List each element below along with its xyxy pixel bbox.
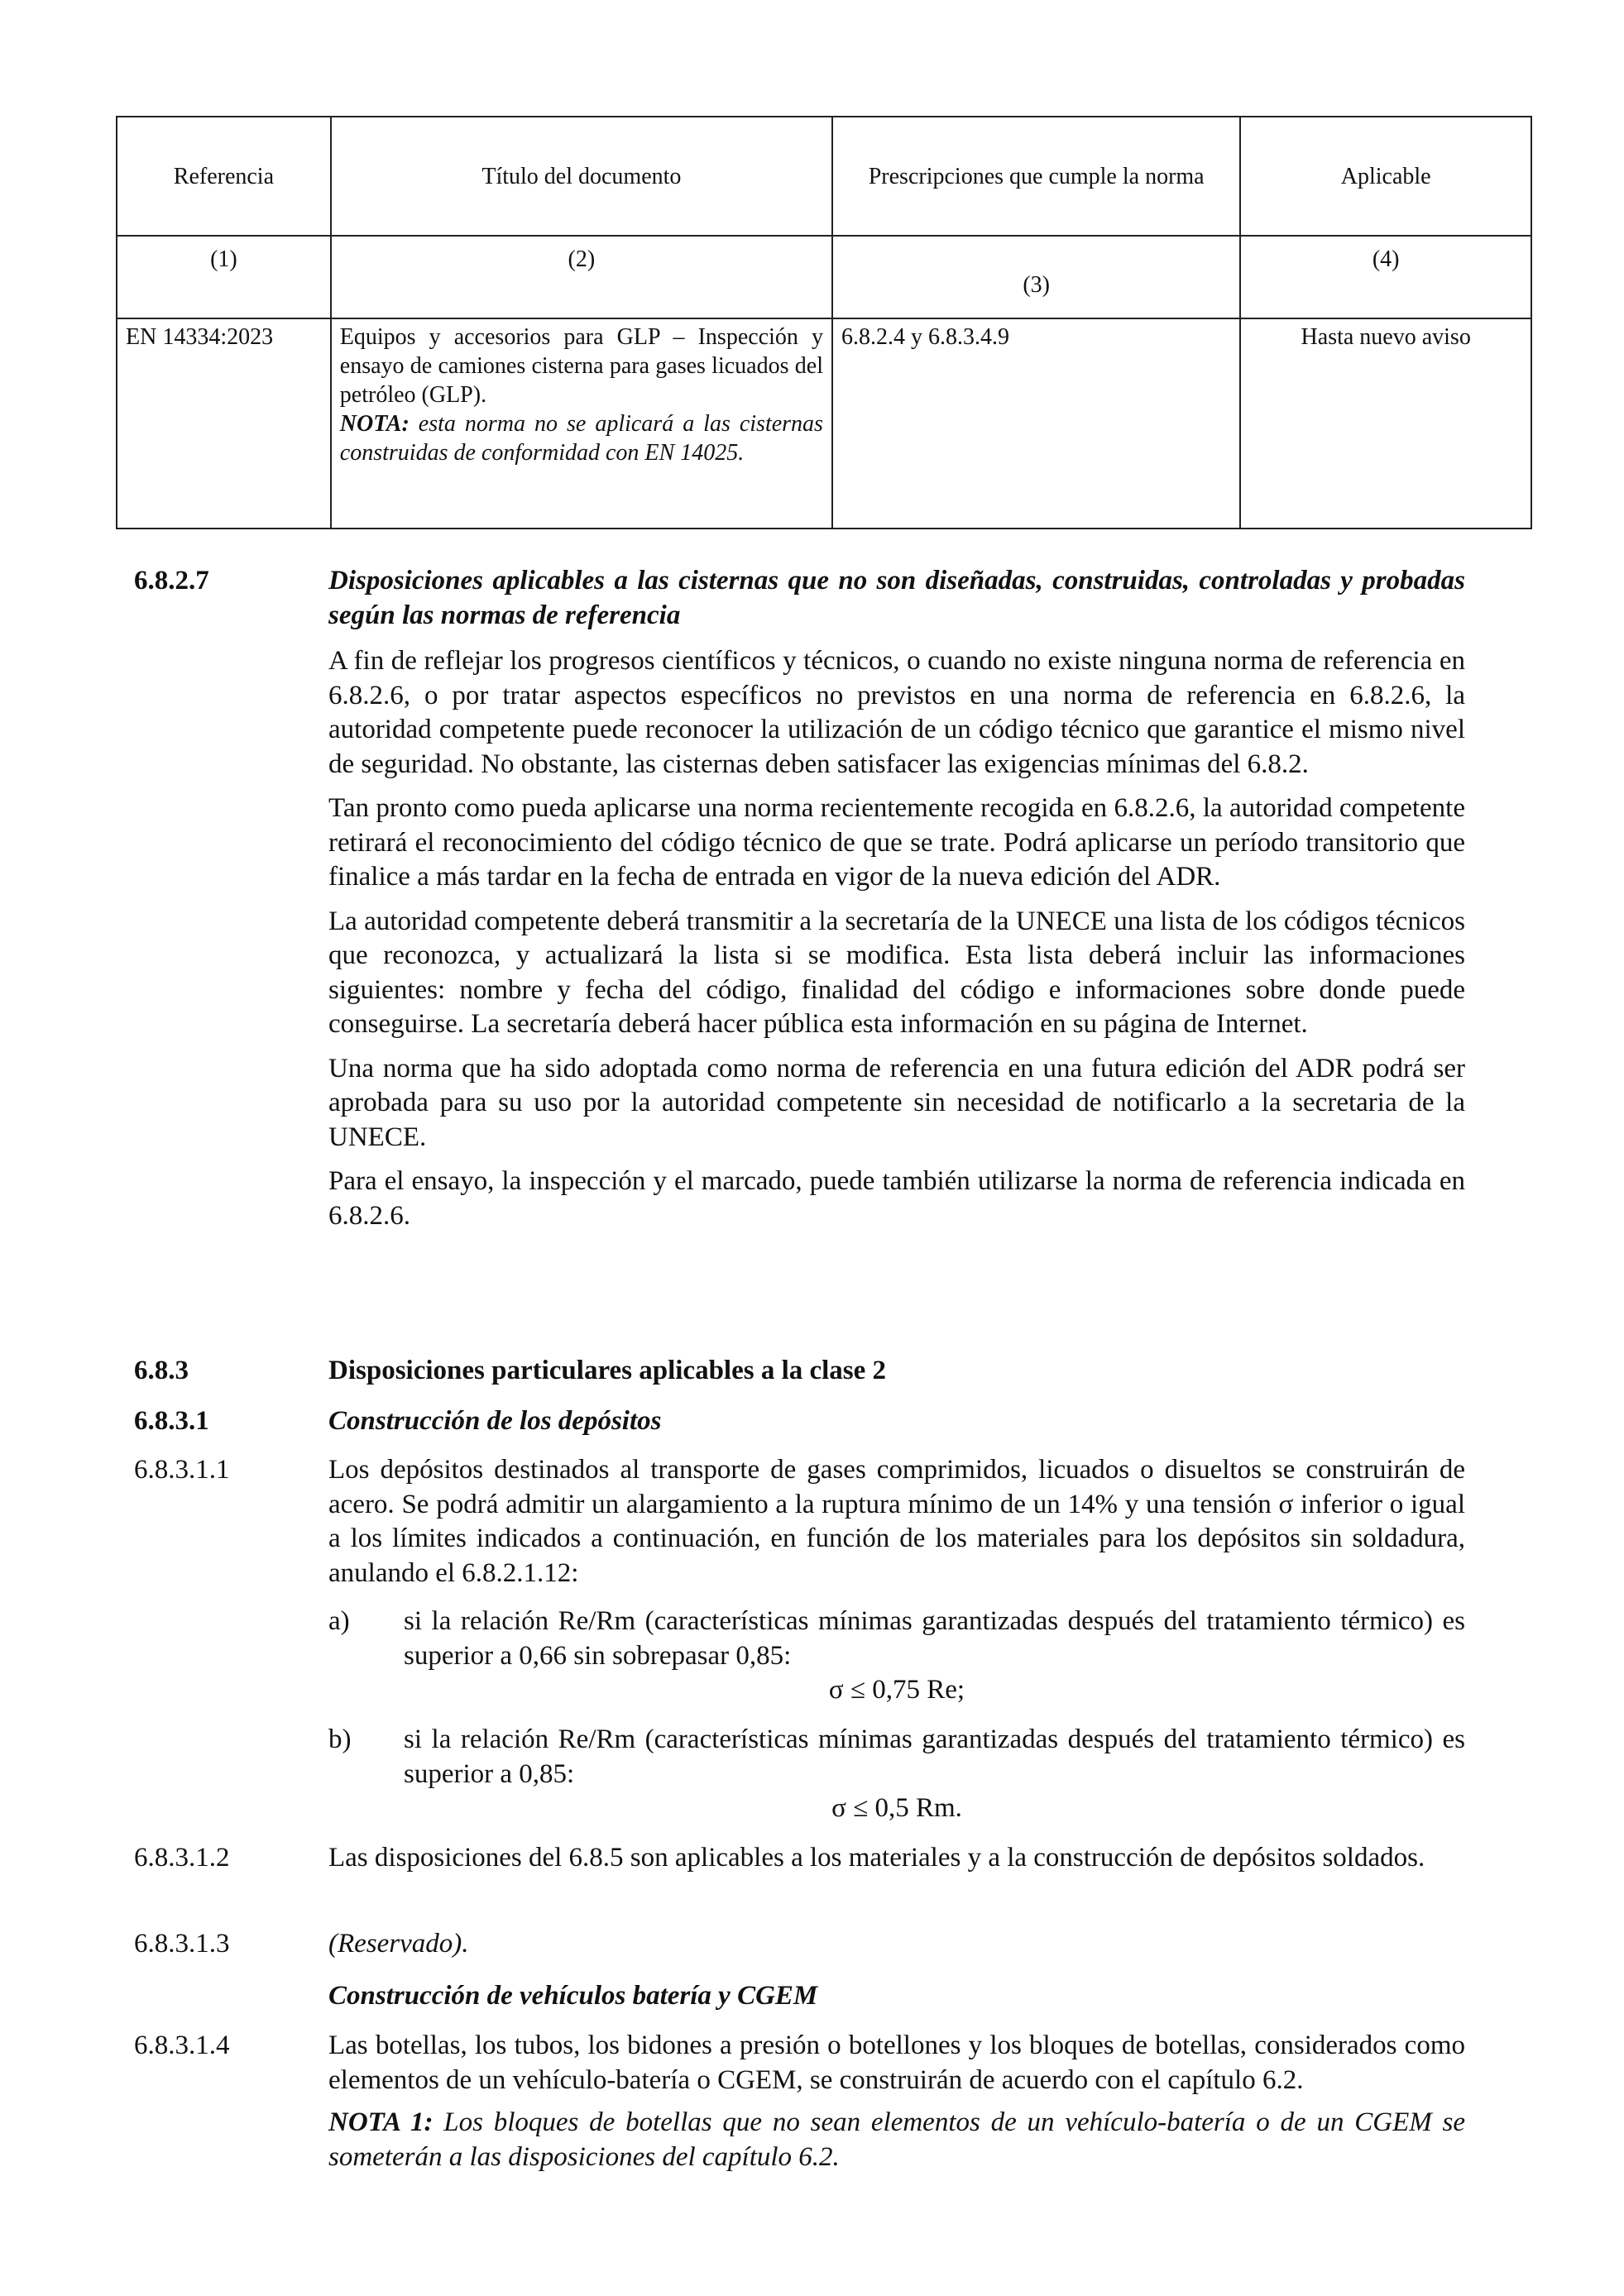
col-number-3: (3) — [832, 236, 1240, 318]
section-body-6827 — [328, 644, 1465, 1243]
section-heading-6827: Disposiciones aplicables a las cisternas que no son diseñadas, construidas, controladas y probadas según las normas de referencia — [328, 566, 1465, 630]
cell-prescriptions: 6.8.2.4 y 6.8.3.4.9 — [832, 318, 1240, 529]
header-prescripciones: Prescripciones que cumple la norma — [832, 117, 1240, 236]
cell-title-note — [340, 409, 823, 467]
paragraph: Una norma que ha sido adoptada como norma de referencia en una futura edición del ADR podrá ser aprobada para su uso por la autoridad competente sin necesidad de notificarlo a la secretaria de la UNECE. — [328, 1053, 1465, 1152]
col-number-2: (2) — [331, 236, 832, 318]
section-number-683: 6.8.3 — [134, 1356, 189, 1385]
note-text: Los bloques de botellas que no sean elementos de un vehículo-batería o de un CGEM se someterán a las disposiciones del capítulo 6.2. — [328, 2107, 1465, 2172]
section-number-68313: 6.8.3.1.3 — [134, 1929, 230, 1959]
section-text-68314: Las botellas, los tubos, los bidones a presión o botellones y los bloques de botellas, considerados como elementos de un vehículo-batería o CGEM, se construirán de acuerdo con el capítulo 6.2. — [328, 2031, 1465, 2095]
paragraph: A fin de reflejar los progresos científicos y técnicos, o cuando no existe ninguna norma de referencia en 6.8.2.6, o por tratar aspectos específicos no previstos en una norma de referencia en 6.8.2.6, la autoridad competente puede reconocer la utilización de un código técnico que garantice el mismo nivel de seguridad. No obstante, las cisternas deben satisfacer las exigencias mínimas del 6.8.2. — [328, 646, 1465, 779]
section-text-68313: (Reservado). — [328, 1929, 469, 1959]
paragraph: Tan pronto como pueda aplicarse una norma recientemente recogida en 6.8.2.6, la autoridad competente retirará el reconocimiento del código técnico de que se trate. Podrá aplicarse un período transitorio que finalice a más tardar en la fecha de entrada en vigor de la nueva edición del ADR. — [328, 793, 1465, 892]
cell-applicable: Hasta nuevo aviso — [1240, 318, 1531, 529]
section-note-68314 — [328, 2106, 1465, 2174]
list-label: a) — [328, 1606, 350, 1636]
note-text: esta norma no se aplicará a las cisternas construidas de conformidad con EN 14025. — [339, 411, 823, 466]
cell-title-text: Equipos y accesorios para GLP – Inspección y ensayo de camiones cisterna para gases licuados del petróleo (GLP). — [339, 324, 823, 408]
header-titulo: Título del documento — [331, 117, 832, 236]
paragraph: Para el ensayo, la inspección y el marcado, puede también utilizarse la norma de referencia indicada en 6.8.2.6. — [328, 1166, 1465, 1231]
paragraph: La autoridad competente deberá transmitir a la secretaría de la UNECE una lista de los códigos técnicos que reconozca, y actualizará la lista si se modifica. Esta lista deberá incluir las informaciones siguientes: nombre y fecha del código, finalidad del código e informaciones sobre donde puede conseguirse. La secretaría deberá hacer pública esta información en su página de Internet. — [328, 906, 1465, 1039]
header-aplicable: Aplicable — [1240, 117, 1531, 236]
note-label: NOTA: — [339, 411, 410, 437]
table-column-number-row — [117, 236, 1531, 318]
list-text: si la relación Re/Rm (características mínimas garantizadas después del tratamiento térmico) es superior a 0,85: — [404, 1724, 1465, 1789]
section-number-68311: 6.8.3.1.1 — [134, 1455, 230, 1485]
section-number-68312: 6.8.3.1.2 — [134, 1843, 230, 1873]
col-number-1: (1) — [117, 236, 331, 318]
section-number-68314: 6.8.3.1.4 — [134, 2031, 230, 2060]
standards-table — [116, 116, 1532, 529]
header-referencia: Referencia — [117, 117, 331, 236]
list-text: si la relación Re/Rm (características mínimas garantizadas después del tratamiento térmico) es superior a 0,66 sin sobrepasar 0,85: — [404, 1606, 1465, 1671]
col-number-4: (4) — [1240, 236, 1531, 318]
note-label: NOTA 1: — [328, 2107, 434, 2137]
formula-b: σ ≤ 0,5 Rm. — [831, 1793, 962, 1823]
section-number-6827: 6.8.2.7 — [134, 566, 209, 596]
section-heading-683: Disposiciones particulares aplicables a la clase 2 — [328, 1356, 887, 1385]
list-label: b) — [328, 1724, 352, 1754]
cell-reference: EN 14334:2023 — [117, 318, 331, 529]
section-text-68312: Las disposiciones del 6.8.5 son aplicables a los materiales y a la construcción de depósitos soldados. — [328, 1843, 1425, 1873]
table-row — [117, 318, 1531, 529]
section-heading-6831: Construcción de los depósitos — [328, 1406, 662, 1436]
formula-a: σ ≤ 0,75 Re; — [828, 1675, 965, 1705]
section-number-6831: 6.8.3.1 — [134, 1406, 209, 1436]
table-header-row — [117, 117, 1531, 236]
subheading-battery-vehicles: Construcción de vehículos batería y CGEM — [328, 1981, 818, 2011]
section-text-68311: Los depósitos destinados al transporte de gases comprimidos, licuados o disueltos se construirán de acero. Se podrá admitir un alargamiento a la ruptura mínimo de un 14% y una tensión σ inferior o igual a los límites indicados a continuación, en función de los materiales para los depósitos sin soldadura, anulando el 6.8.2.1.12: — [328, 1455, 1465, 1588]
cell-title — [331, 318, 832, 529]
